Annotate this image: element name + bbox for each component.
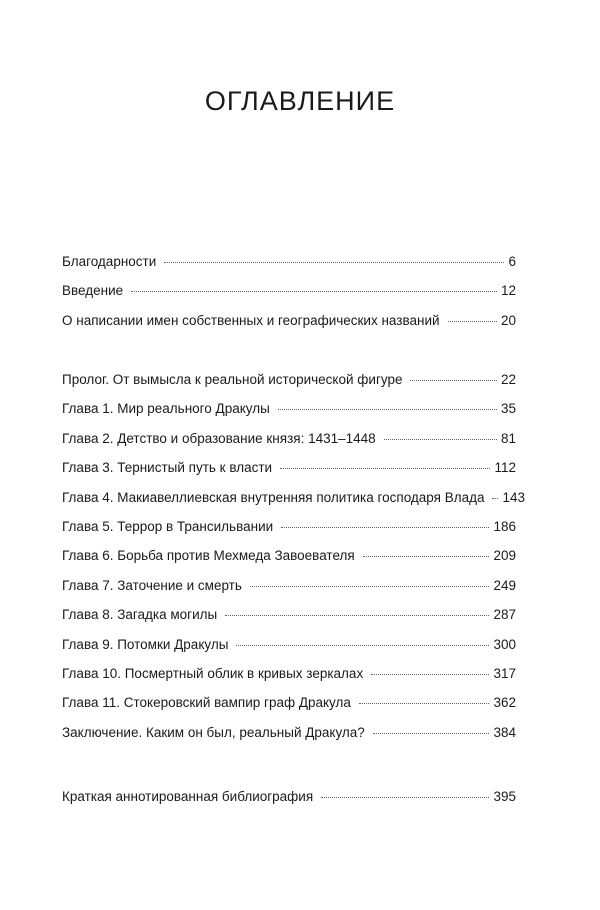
dot-leader (225, 615, 489, 616)
page-title: ОГЛАВЛЕНИЕ (204, 86, 396, 116)
toc-group-chapters (62, 372, 526, 754)
toc-entry-page: 12 (500, 283, 516, 299)
toc-entry (62, 637, 516, 666)
toc-group-front-matter (62, 254, 516, 342)
toc-entry-page: 22 (500, 372, 516, 387)
toc-entry-label: Глава 11. Стокеровский вампир граф Дракула (62, 695, 351, 711)
toc-entry-page: 300 (493, 636, 516, 652)
toc-entry-label: Глава 7. Заточение и смерть (62, 577, 242, 593)
dot-leader (492, 498, 498, 499)
toc-entry-page: 249 (493, 577, 516, 593)
toc-entry-page: 186 (493, 518, 516, 534)
toc-entry-label: Глава 2. Детство и образование князя: 1431–1448 (62, 430, 376, 446)
toc-entry-label: Глава 3. Тернистый путь к власти (62, 460, 273, 476)
toc-entry-page: 81 (500, 430, 516, 446)
toc-entry-label: Благодарности (62, 254, 157, 269)
toc-entry (62, 695, 516, 724)
toc-entry-label: Краткая аннотированная библиография (62, 789, 314, 804)
toc-entry (62, 401, 516, 430)
toc-entry-label: Глава 4. Макиавеллиевская внутренняя политика господаря Влада (62, 489, 485, 505)
toc-entry-label: Введение (62, 283, 124, 299)
toc-entry-label: О написании имен собственных и географических названий (62, 312, 440, 328)
toc-group-back-matter (62, 789, 516, 818)
dot-leader (371, 674, 489, 675)
toc-entry (62, 789, 516, 818)
toc-entry-page: 143 (502, 489, 526, 505)
toc-entry (62, 607, 516, 636)
toc-entry (62, 725, 516, 754)
toc-entry (62, 489, 526, 519)
dot-leader (448, 321, 497, 322)
toc-entry-page: 362 (493, 695, 516, 711)
toc-entry-label: Глава 1. Мир реального Дракулы (62, 401, 270, 417)
toc-entry-label: Глава 8. Загадка могилы (62, 607, 218, 623)
toc-entry-label: Глава 10. Посмертный облик в кривых зеркалах (62, 665, 364, 681)
toc-entry (62, 460, 516, 489)
toc-entry (62, 372, 516, 401)
toc-entry (62, 548, 516, 577)
dot-leader (236, 645, 489, 646)
toc-entry (62, 254, 516, 283)
toc-entry (62, 578, 516, 607)
toc-entry-label: Глава 5. Террор в Трансильвании (62, 518, 274, 534)
toc-entry (62, 519, 516, 548)
toc-entry-page: 209 (493, 548, 516, 564)
dot-leader (359, 703, 490, 704)
dot-leader (384, 439, 497, 440)
toc-entry-label: Глава 6. Борьба против Мехмеда Завоевателя (62, 548, 355, 564)
dot-leader (278, 409, 497, 410)
dot-leader (321, 797, 489, 798)
toc-entry-label: Глава 9. Потомки Дракулы (62, 636, 229, 652)
toc-entry-page: 6 (508, 254, 516, 269)
toc-entry (62, 283, 516, 312)
dot-leader (131, 291, 497, 292)
toc-entry-label: Пролог. От вымысла к реальной исторической фигуре (62, 372, 403, 387)
toc-entry-page: 20 (500, 312, 516, 328)
toc-entry-page: 384 (493, 724, 516, 740)
dot-leader (410, 380, 496, 381)
dot-leader (164, 262, 504, 263)
dot-leader (363, 556, 490, 557)
toc-entry-page: 317 (493, 665, 516, 681)
dot-leader (280, 468, 490, 469)
toc-entry-page: 287 (493, 607, 516, 623)
dot-leader (281, 527, 489, 528)
dot-leader (373, 733, 490, 734)
toc-entry (62, 313, 516, 342)
toc-entry-page: 112 (494, 460, 516, 476)
toc-entry-page: 395 (493, 789, 516, 804)
dot-leader (250, 586, 490, 587)
toc-entry-page: 35 (500, 401, 516, 417)
toc-entry-label: Заключение. Каким он был, реальный Дракула? (62, 724, 365, 740)
toc-entry (62, 431, 516, 460)
toc-entry (62, 666, 516, 695)
